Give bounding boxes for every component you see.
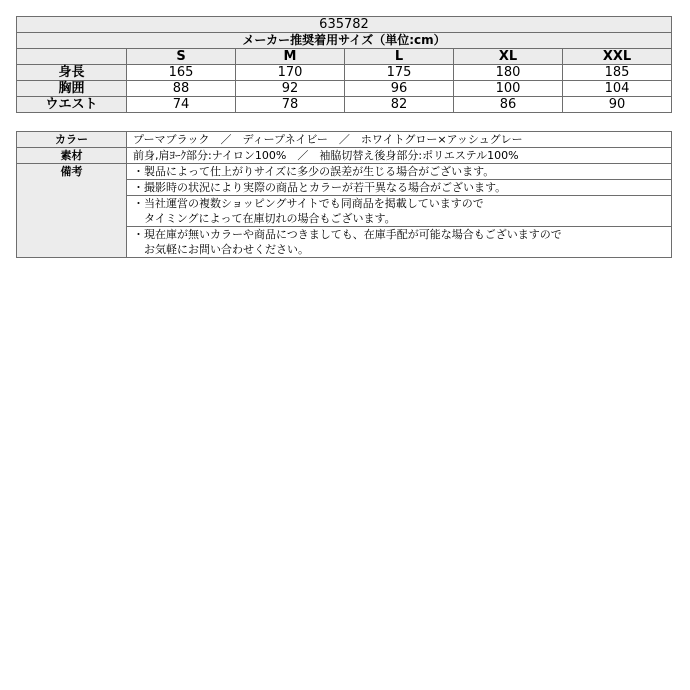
size-header-row [17, 49, 672, 65]
note-line: ・現在庫が無いカラーや商品につきましても、在庫手配が可能な場合もございますので [133, 228, 562, 241]
size-header-l: L [345, 49, 454, 65]
height-l: 175 [345, 65, 454, 81]
note-line: タイミングによって在庫切れの場合もございます。 [133, 212, 396, 225]
size-chart-title: メーカー推奨着用サイズ（単位:cm） [17, 33, 672, 49]
height-xl: 180 [454, 65, 563, 81]
size-header-xl: XL [454, 49, 563, 65]
chest-s: 88 [127, 81, 236, 97]
waist-m: 78 [236, 97, 345, 113]
chest-label: 胸囲 [17, 81, 127, 97]
height-xxl: 185 [563, 65, 672, 81]
waist-l: 82 [345, 97, 454, 113]
height-row [17, 65, 672, 81]
height-s: 165 [127, 65, 236, 81]
size-title-row [17, 33, 672, 49]
material-label: 素材 [17, 148, 127, 164]
color-value: プーマブラック ／ ディープネイビー ／ ホワイトグロー×アッシュグレー [127, 132, 672, 148]
product-code-row [17, 17, 672, 33]
chest-xl: 100 [454, 81, 563, 97]
product-code: 635782 [17, 17, 672, 33]
product-info-table [16, 131, 672, 258]
note-line: お気軽にお問い合わせください。 [133, 243, 309, 256]
waist-row [17, 97, 672, 113]
note-line: ・当社運営の複数ショッピングサイトでも同商品を掲載していますので [133, 197, 484, 210]
waist-xl: 86 [454, 97, 563, 113]
header-blank-cell [17, 49, 127, 65]
size-header-xxl: XXL [563, 49, 672, 65]
waist-label: ウエスト [17, 97, 127, 113]
color-row [17, 132, 672, 148]
material-value: 前身,肩ﾖｰｸ部分:ナイロン100% ／ 袖脇切替え後身部分:ポリエステル100% [127, 148, 672, 164]
chest-m: 92 [236, 81, 345, 97]
chest-xxl: 104 [563, 81, 672, 97]
size-header-m: M [236, 49, 345, 65]
material-row [17, 148, 672, 164]
waist-xxl: 90 [563, 97, 672, 113]
height-m: 170 [236, 65, 345, 81]
height-label: 身長 [17, 65, 127, 81]
note-item [127, 196, 672, 227]
color-label: カラー [17, 132, 127, 148]
waist-s: 74 [127, 97, 236, 113]
notes-label: 備考 [17, 164, 127, 258]
size-chart-table [16, 16, 672, 113]
chest-l: 96 [345, 81, 454, 97]
note-row [17, 164, 672, 180]
chest-row [17, 81, 672, 97]
size-header-s: S [127, 49, 236, 65]
note-item [127, 180, 672, 196]
note-line: ・撮影時の状況により実際の商品とカラーが若干異なる場合がございます。 [133, 181, 507, 194]
note-item [127, 164, 672, 180]
note-item [127, 227, 672, 258]
note-line: ・製品によって仕上がりサイズに多少の誤差が生じる場合がございます。 [133, 165, 495, 178]
